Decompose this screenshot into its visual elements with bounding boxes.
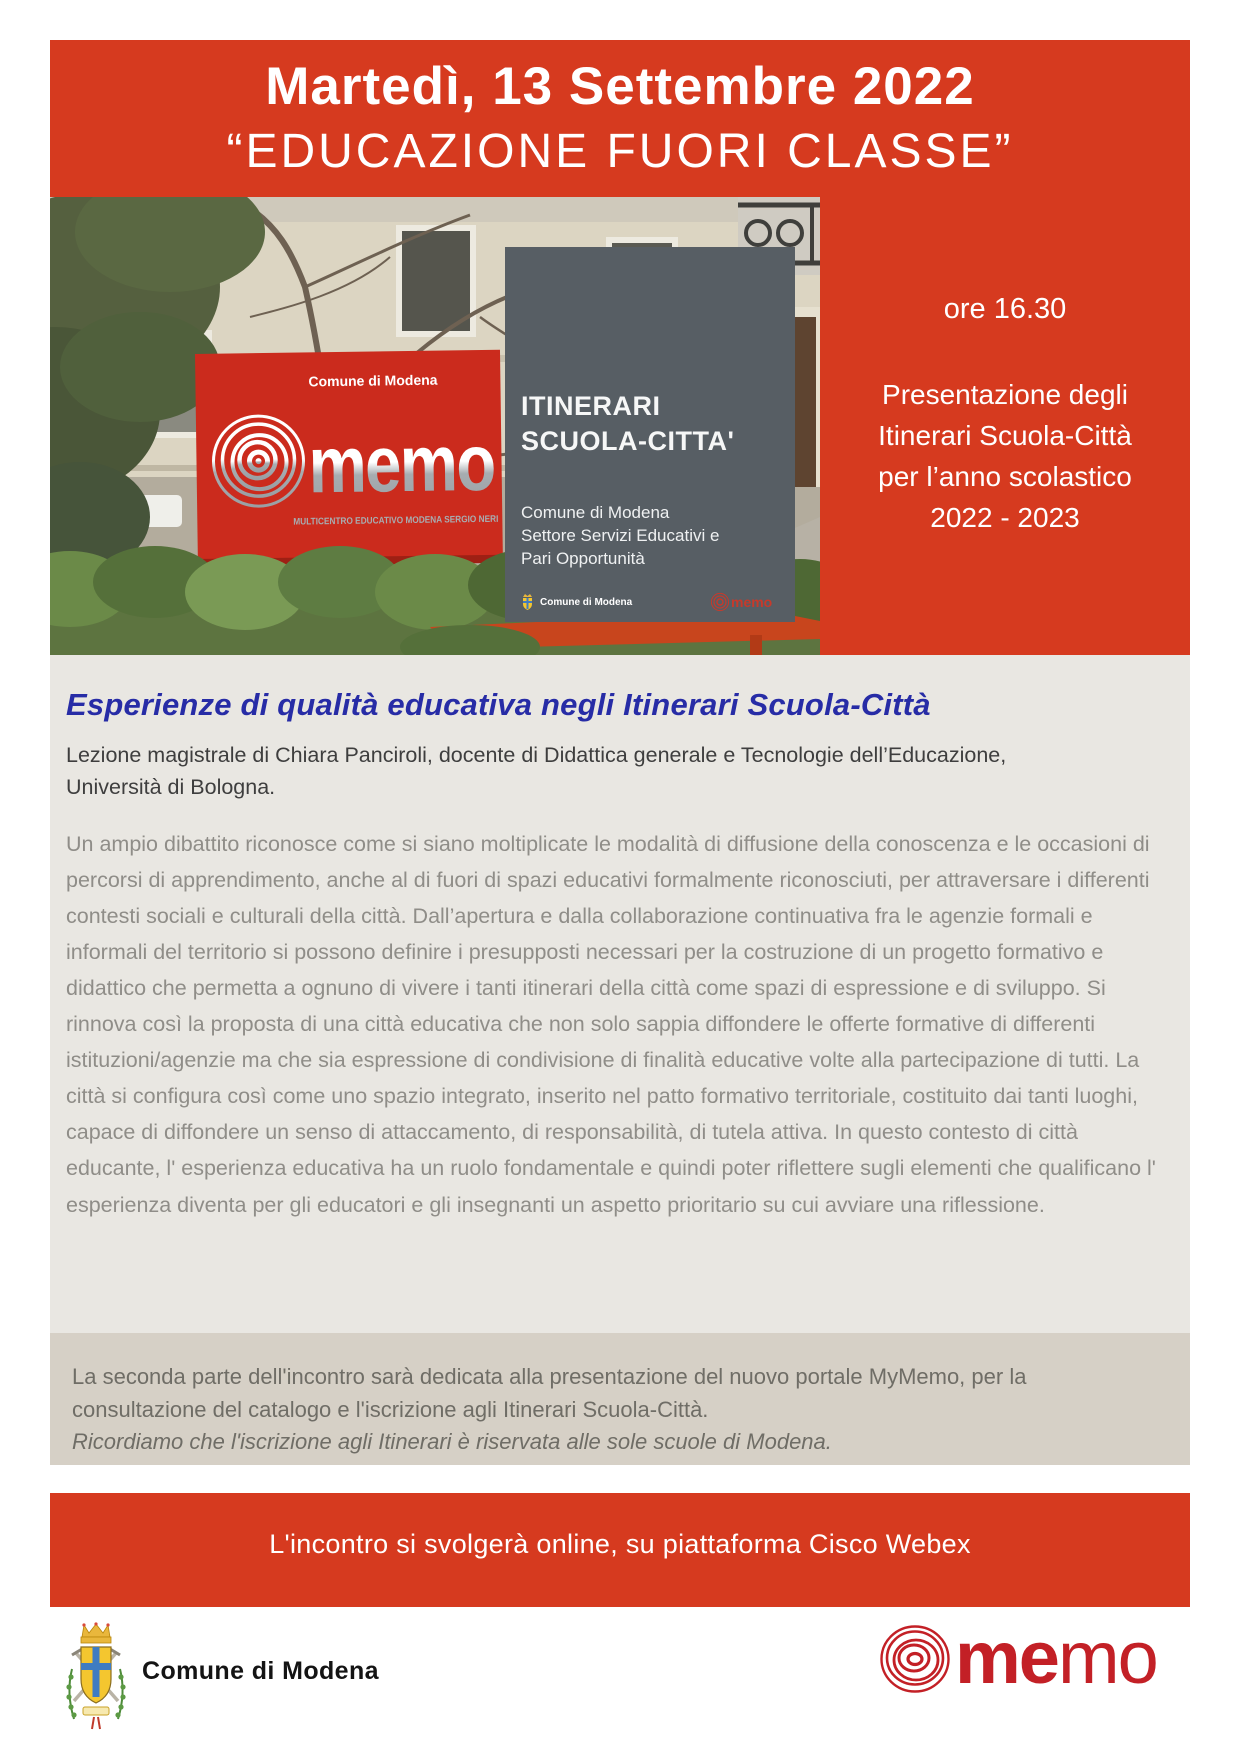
- itinerari-poster: [505, 247, 795, 622]
- memo-sign: [195, 350, 537, 567]
- poster-footer-logos: [521, 592, 781, 612]
- callout-text: La seconda parte dell'incontro sarà dedicata alla presentazione del nuovo portale MyMemo, per la consultazione del catalogo e l'iscrizione agli Itinerari Scuola-Città.: [72, 1364, 1027, 1422]
- sign-subtitle: MULTICENTRO EDUCATIVO MODENA SERGIO NERI: [293, 513, 530, 528]
- webex-banner: [50, 1493, 1190, 1607]
- footer: [0, 1607, 1240, 1755]
- footer-org-name: Comune di Modena: [142, 1657, 379, 1685]
- sign-brand-wordmark: memo: [307, 417, 537, 510]
- svg-text:memo: memo: [731, 594, 773, 610]
- comune-di-modena-coat-of-arms-icon: [64, 1621, 128, 1733]
- callout-note: Ricordiamo che l'iscrizione agli Itinerari è riservata alle sole scuole di Modena.: [72, 1429, 832, 1455]
- sign-org-label: Comune di Modena: [308, 371, 438, 390]
- lecture-abstract: Un ampio dibattito riconosce come si siano moltiplicate le modalità di diffusione della conoscenza e le occasioni di percorsi di apprendimento, anche al di fuori di spazi educativi formalmente riconosciuti, per attraversare i differenti contesti sociali e culturali della città. Dall’apertura e dalla collaborazione continuativa fra le agenzie formali e informali del territorio si possono definire i presupposti necessari per la costruzione di un progetto formativo e didattico che permetta a ognuno di vivere i tanti itinerari della città come spazi di espressione e di sviluppo. Si rinnova così la proposta di una città educativa che non solo sappia diffondere le offerte formative di differenti istituzioni/agenzie ma che sia espressione di condivisione di finalità educative volte alla partecipazione di tutti. La città si configura così come uno spazio integrato, inserito nel patto formativo territoriale, costituito dai tanti luoghi, capace di diffondere un senso di attaccamento, di responsabilità, di tutela attiva. In questo contesto di città educante, l' esperienza educativa ha un ruolo fondamentale e quindi poter riflettere sugli elementi che qualificano l' esperienza diventa per gli educatori e gli insegnanti un aspetto prioritario su cui avviare una riflessione.: [66, 831, 1156, 1217]
- event-info-panel: [820, 197, 1190, 655]
- poster-footer-org: Comune di Modena: [540, 596, 633, 608]
- mymemo-callout: [50, 1333, 1190, 1465]
- poster-title: ITINERARI SCUOLA-CITTA': [521, 391, 735, 456]
- event-subtitle: “EDUCAZIONE FUORI CLASSE”: [226, 125, 1014, 179]
- header-banner: [50, 40, 1190, 197]
- svg-text:memo: memo: [955, 1617, 1157, 1699]
- event-time: ore 16.30: [943, 293, 1067, 325]
- memo-logo-mini-icon: [711, 592, 781, 612]
- poster-organization: Comune di Modena Settore Servizi Educativi e Pari Opportunità: [521, 503, 720, 568]
- lecture-title: Esperienze di qualità educativa negli Itinerari Scuola-Città: [66, 687, 931, 722]
- memo-logo-icon: [845, 1617, 1175, 1707]
- event-description: Presentazione degli Itinerari Scuola-Città per l’anno scolastico 2022 - 2023: [878, 379, 1132, 533]
- lecturer-info: Lezione magistrale di Chiara Panciroli, docente di Didattica generale e Tecnologie dell’Educazione, Università di Bologna.: [66, 743, 1007, 800]
- event-date-title: Martedì, 13 Settembre 2022: [265, 56, 975, 116]
- hero-section: [50, 197, 1190, 655]
- body-section: [50, 655, 1190, 1333]
- comune-crest-mini-icon: [521, 593, 534, 611]
- webex-banner-text: L'incontro si svolgerà online, su piattaforma Cisco Webex: [269, 1528, 971, 1559]
- footer-left: [64, 1621, 379, 1733]
